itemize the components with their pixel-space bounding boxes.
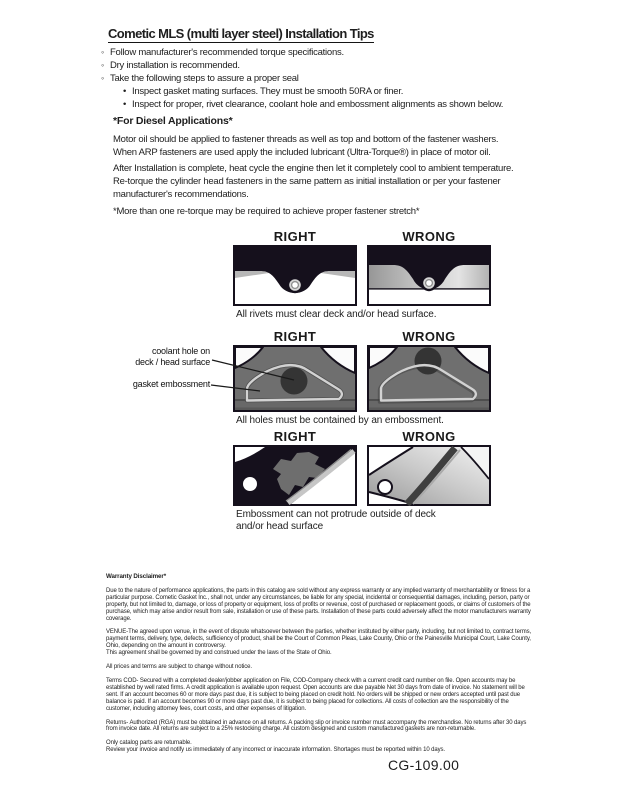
embossment-right-diagram [233,345,357,412]
tip-subitem [123,98,546,111]
figure-caption: Embossment can not protrude outside of deck and/or head surface [236,509,436,532]
figure-images [233,245,491,306]
tip-item [101,46,546,59]
diesel-paragraph: After Installation is complete, heat cycle the engine then let it completely cool to ambient temperature. Re-torque the cylinder head fasteners in the same pattern as initial installation or per your fastener manufacturer's recommendations. [113,163,514,200]
disclaimer-paragraph: Only catalog parts are returnable. [106,740,192,747]
disclaimer-heading: Warranty Disclaimer* [106,573,167,580]
figure-images [233,345,491,412]
disclaimer-paragraph: All prices and terms are subject to change without notice. [106,664,252,671]
tip-text: Dry installation is recommended. [110,60,240,71]
figure-caption: All holes must be contained by an embossment. [236,415,444,426]
disclaimer-paragraph: Returns- Authorized (RGA) must be obtained in advance on all returns. A packing slip or invoice number must accompany the merchandise. No returns after 30 days from invoice date. All returns are subject to a 25% restocking charge. All custom designed and custom manufactured gaskets are non-returnable. [106,719,527,733]
protrusion-right-diagram [233,445,357,506]
diesel-paragraph: Motor oil should be applied to fastener threads as well as top and bottom of the fastener washers. When ARP fasteners are used apply the included lubricant (Ultra-Torque®) in place of motor oil. [113,134,499,158]
tip-text: Inspect gasket mating surfaces. They must be smooth 50RA or finer. [132,86,404,97]
disclaimer-paragraph: VENUE-The agreed upon venue, in the event of dispute whatsoever between the parties, whether instituted by either party, including, but not limited to, contract terms, payment terms, delivery, type, defects, sufficiency of product, shall be the Court of Common Pleas, Lake County, Ohio or the Painesville Municipal Court, Lake County, Ohio, depending on the amount in controversy. [106,629,532,650]
rivet-right-diagram [233,245,357,306]
protrusion-wrong-diagram [367,445,491,506]
tip-text: Follow manufacturer's recommended torque specifications. [110,47,344,58]
right-label: RIGHT [273,429,317,444]
coolant-hole-annotation [110,346,210,368]
right-label: RIGHT [273,329,317,344]
installation-tips-list [101,46,546,111]
figure-labels [233,329,491,344]
tip-subitem [123,85,546,98]
gasket-embossment-annotation: gasket embossment [132,379,210,389]
tip-text: Inspect for proper, rivet clearance, coolant hole and embossment alignments as shown below. [132,99,504,110]
disclaimer-paragraph: Terms COD- Secured with a completed dealer/jobber application on File, COD-Company check with a current credit card number on file. Open accounts may be established by well rated firms. A credit application is available upon request. Open accounts are due payable Net 30 days from date of invoice. No statement will be sent. If an account becomes 60 or more days past due, it is subject to being placed on credit hold. No orders will be shipped or new orders accepted until past due balance is paid. If an account becomes 90 or more days past due, it is subject to being placed for collections. All costs of collection are the responsibility of the customer, including attorney fees, court costs, and other expenses of litigation. [106,677,525,712]
embossment-wrong-diagram [367,345,491,412]
disclaimer-paragraph: Due to the nature of performance applications, the parts in this catalog are sold without any express warranty or any implied warranty of merchantability or fitness for a particular purpose. Cometic Gasket Inc., shall not, under any circumstances, be liable for any special, incidental or consequential damages, including, person, party or property, but not limited to, damage, or loss of property or equipment, loss of profits or revenue, cost of purchased or replacement goods, or claims of customers of the purchase, which may arise and/or result from sale, installation or use of these parts. Installation of these parts could adversely affect the motor manufacturers warranty coverage. [106,587,531,622]
wrong-label: WRONG [402,329,456,344]
figure-embossment-containment [233,329,491,427]
annotation-text: deck / head surface [135,357,210,367]
wrong-label: WRONG [402,429,456,444]
tip-text: Take the following steps to assure a proper seal [110,73,299,84]
figure-labels [233,229,491,244]
figure-rivet-clearance [233,229,491,321]
wrong-label: WRONG [402,229,456,244]
figure-labels [233,429,491,444]
retorque-note: *More than one re-torque may be required to achieve proper fastener stretch* [113,206,420,217]
right-label: RIGHT [273,229,317,244]
figure-embossment-protrusion [233,429,491,532]
figure-images [233,445,491,506]
disclaimer-paragraph: Review your invoice and notify us immediately of any incorrect or inaccurate information. Shortages must be reported within 10 days. [106,747,445,754]
page-title: Cometic MLS (multi layer steel) Installation Tips [108,26,374,41]
rivet-wrong-diagram [367,245,491,306]
annotation-text: coolant hole on [151,346,210,356]
figure-caption: All rivets must clear deck and/or head surface. [236,309,437,320]
warranty-disclaimer [106,574,534,761]
disclaimer-paragraph: This agreement shall be governed by and construed under the laws of the State of Ohio. [106,650,332,657]
tip-item [101,72,546,85]
tip-item [101,59,546,72]
document-code: CG-109.00 [388,757,460,773]
diesel-applications-heading: *For Diesel Applications* [113,115,233,127]
